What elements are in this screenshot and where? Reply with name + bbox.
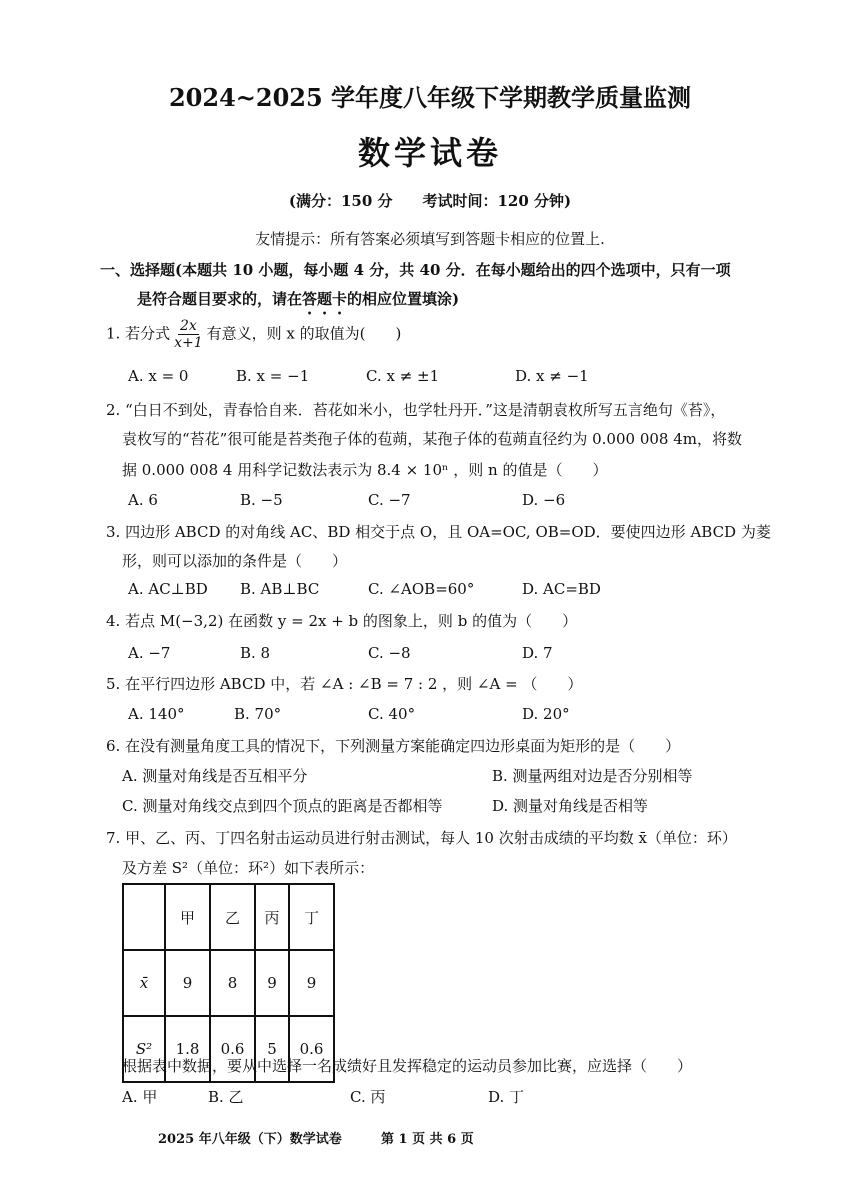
section1-heading-line1: 一、选择题(本题共 10 小题，每小题 4 分，共 40 分．在每小题给出的四个选项中，只有一项: [100, 261, 731, 279]
table-header-yi: 乙: [210, 884, 255, 950]
table-header-bing: 丙: [255, 884, 289, 950]
footer-page-number: 第 1 页 共 6 页: [381, 1132, 474, 1147]
friendly-tip: 友情提示：所有答案必须填写到答题卡相应的位置上.: [255, 230, 605, 248]
q5-option-b: B. 70°: [234, 705, 282, 723]
section1-heading-part-a: 是符合题目要求的，请在: [137, 290, 303, 308]
q6-option-a: A. 测量对角线是否互相平分: [122, 767, 308, 785]
q5-line1: 5. 在平行四边形 ABCD 中，若 ∠A : ∠B = 7 : 2 ，则 ∠A = （ ）: [106, 675, 583, 693]
q7-option-b: B. 乙: [208, 1088, 244, 1106]
q3-line2: 形，则可以添加的条件是（ ）: [122, 552, 348, 570]
q1-fraction-denominator: x+1: [174, 335, 203, 351]
q2-option-c: C. −7: [368, 491, 411, 509]
q6-line1: 6. 在没有测量角度工具的情况下，下列测量方案能确定四边形桌面为矩形的是（ ）: [106, 737, 681, 755]
table-cell: 0.6: [289, 1016, 334, 1082]
q6-option-c: C. 测量对角线交点到四个顶点的距离是否都相等: [122, 797, 443, 815]
table-cell: 5: [255, 1016, 289, 1082]
q4-option-b: B. 8: [240, 644, 271, 662]
q7-option-c: C. 丙: [350, 1088, 386, 1106]
q1-option-d: D. x ≠ −1: [515, 367, 589, 385]
table-header-jia: 甲: [165, 884, 210, 950]
q4-option-c: C. −8: [368, 644, 411, 662]
exam-title: 2024~2025 学年度八年级下学期教学质量监测: [168, 83, 692, 112]
q6-option-d: D. 测量对角线是否相等: [492, 797, 649, 815]
q3-option-c: C. ∠AOB=60°: [368, 580, 475, 598]
q3-option-d: D. AC=BD: [522, 580, 601, 598]
table-cell: 9: [165, 950, 210, 1016]
table-header-ding: 丁: [289, 884, 334, 950]
q4-option-a: A. −7: [128, 644, 171, 662]
table-row-mean: [123, 950, 334, 1016]
section1-heading-emphasis: 答题卡: [302, 290, 348, 308]
q2-line2: 袁枚写的“苔花”很可能是苔类孢子体的苞蒴，某孢子体的苞蒴直径约为 0.000 008 4m，将数: [122, 430, 742, 448]
q1-option-c: C. x ≠ ±1: [366, 367, 440, 385]
q1-fraction: [172, 318, 205, 351]
q5-option-c: C. 40°: [368, 705, 416, 723]
q3-option-a: A. AC⊥BD: [128, 580, 208, 598]
q5-option-a: A. 140°: [128, 705, 185, 723]
q4-option-d: D. 7: [522, 644, 553, 662]
table-cell: 9: [255, 950, 289, 1016]
section1-heading-part-c: 的相应位置填涂): [347, 290, 460, 308]
q3-option-b: B. AB⊥BC: [240, 580, 320, 598]
section1-heading-line2: [137, 288, 459, 318]
q1-prefix: 1. 若分式: [106, 324, 171, 343]
q2-option-d: D. −6: [522, 491, 566, 509]
q3-line1: 3. 四边形 ABCD 的对角线 AC、BD 相交于点 O，且 OA=OC, OB=OD．要使四边形 ABCD 为菱: [106, 523, 771, 541]
q7-line3: 根据表中数据，要从中选择一名成绩好且发挥稳定的运动员参加比赛，应选择（ ）: [122, 1057, 693, 1075]
table-cell: 8: [210, 950, 255, 1016]
q5-option-d: D. 20°: [522, 705, 570, 723]
q7-line1: 7. 甲、乙、丙、丁四名射击运动员进行射击测试，每人 10 次射击成绩的平均数 x̄（单位：环）: [106, 829, 737, 847]
table-corner-cell: [123, 884, 165, 950]
table-cell: 1.8: [165, 1016, 210, 1082]
q1-option-a: A. x = 0: [128, 367, 189, 385]
q2-option-b: B. −5: [240, 491, 283, 509]
q1-option-b: B. x = −1: [236, 367, 310, 385]
table-row-label-mean: x̄: [123, 950, 165, 1016]
q2-option-a: A. 6: [128, 491, 158, 509]
q1-fraction-numerator: 2x: [179, 318, 197, 334]
q2-line3: 据 0.000 008 4 用科学记数法表示为 8.4 × 10ⁿ ，则 n 的值是（ ）: [122, 461, 608, 479]
q7-option-d: D. 丁: [488, 1088, 525, 1106]
footer-exam-name: 2025 年八年级（下）数学试卷: [158, 1132, 342, 1147]
q2-line1: 2. “白日不到处，青春恰自来．苔花如米小，也学牡丹开．”这是清朝袁枚所写五言绝句《苔》，: [106, 401, 726, 419]
q7-line2: 及方差 S²（单位：环²）如下表所示：: [122, 859, 375, 877]
q1-suffix: 有意义，则 x 的取值为( ): [206, 324, 402, 343]
table-cell: 0.6: [210, 1016, 255, 1082]
q6-option-b: B. 测量两组对边是否分别相等: [492, 767, 693, 785]
scores-table: [122, 883, 335, 1083]
table-row-label-variance: S²: [123, 1016, 165, 1082]
table-cell: 9: [289, 950, 334, 1016]
q7-option-a: A. 甲: [122, 1088, 158, 1106]
table-header-row: [123, 884, 334, 950]
question-1: [106, 318, 401, 351]
exam-subtitle: 数学试卷: [357, 134, 502, 172]
exam-info: (满分：150 分 考试时间：120 分钟): [288, 192, 572, 210]
q4-line1: 4. 若点 M(−3,2) 在函数 y = 2x + b 的图象上，则 b 的值为（ ）: [106, 612, 578, 630]
